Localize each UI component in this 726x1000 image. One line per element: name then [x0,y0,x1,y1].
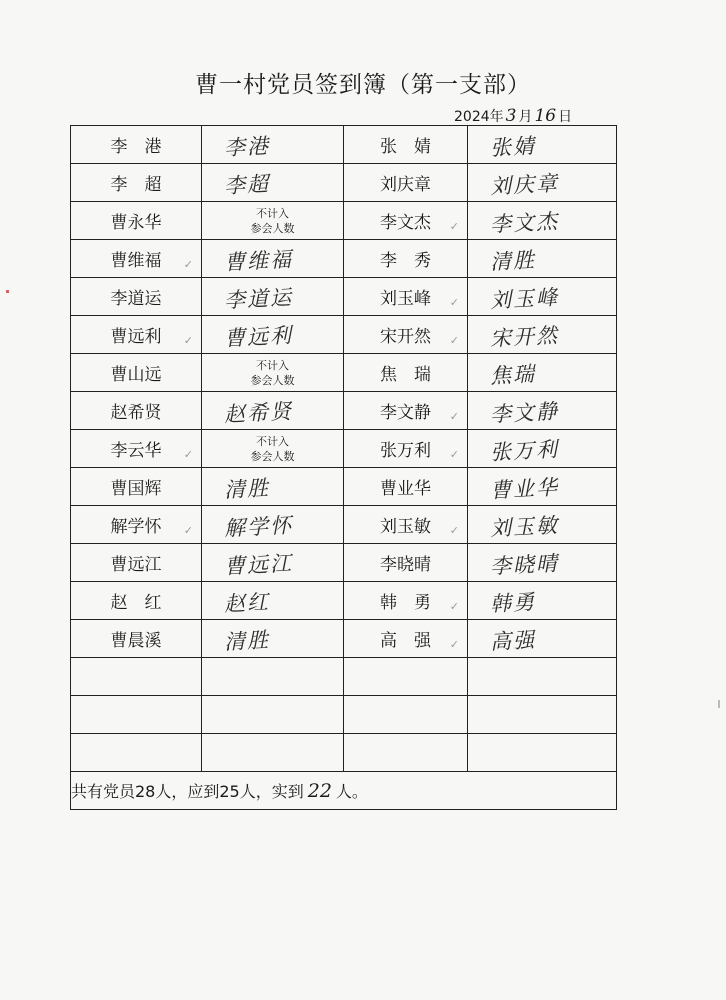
signature-cell [202,734,344,772]
handwritten-signature: 李文杰 [489,209,560,237]
signature-cell [202,392,344,430]
date-year: 2024年 [454,109,504,125]
handwritten-signature: 赵希贤 [223,399,294,427]
member-name: 焦 瑞 [380,365,431,385]
exclusion-note: 不计入 参会人数 [250,206,295,235]
check-mark-icon: ✓ [183,258,193,271]
check-mark-icon: ✓ [449,220,459,233]
member-name: 曹维福 [110,251,162,271]
check-mark-icon: ✓ [449,334,459,347]
table-row [71,544,617,582]
member-name: 曹远利 [110,327,162,347]
member-name-cell [344,164,468,202]
member-name-cell [71,278,202,316]
signature-cell [202,582,344,620]
handwritten-signature: 清胜 [489,247,537,275]
signature-cell [202,620,344,658]
member-name: 宋开然 [380,327,431,347]
signature-cell [468,202,617,240]
member-name-cell [344,278,468,316]
member-name-cell [71,392,202,430]
member-name-cell [71,658,202,696]
member-name-cell [71,544,202,582]
member-name-cell [344,392,468,430]
table-row [71,164,617,202]
signature-cell [468,164,617,202]
check-mark-icon: ✓ [449,600,459,613]
handwritten-signature: 曹维福 [223,247,294,275]
signature-cell [468,468,617,506]
signature-cell [202,544,344,582]
member-name-cell [71,354,202,392]
handwritten-signature: 刘庆章 [489,171,560,199]
signature-cell [468,354,617,392]
member-name-cell [71,126,202,164]
handwritten-signature: 曹远利 [223,323,294,351]
member-name: 刘庆章 [380,175,431,195]
table-row [71,582,617,620]
member-name-cell [71,696,202,734]
handwritten-signature: 李超 [223,171,271,199]
member-name: 韩 勇 [380,593,431,613]
member-name-cell [71,506,202,544]
member-name-cell [344,582,468,620]
member-name-cell [71,202,202,240]
table-row [71,392,617,430]
signature-cell [468,316,617,354]
signature-cell [468,240,617,278]
member-name-cell [344,620,468,658]
signature-cell [468,734,617,772]
signature-cell [202,126,344,164]
member-name-cell [71,430,202,468]
check-mark-icon: ✓ [183,448,193,461]
member-name-cell [71,582,202,620]
member-name: 李文静 [380,403,431,423]
member-name-cell [344,506,468,544]
signature-cell [468,506,617,544]
signature-cell [202,316,344,354]
table-row [71,240,617,278]
date-day: 16 [534,106,557,126]
member-name-cell [344,734,468,772]
member-name: 高 强 [380,631,431,651]
signature-cell [468,392,617,430]
handwritten-signature: 解学怀 [223,513,294,541]
member-name: 李 超 [110,175,162,195]
page-title: 曹一村党员签到簿（第一支部） [195,72,531,98]
member-name: 曹国辉 [110,479,162,499]
member-name-cell [344,240,468,278]
check-mark-icon: ✓ [449,638,459,651]
signature-cell [468,430,617,468]
member-name: 李道运 [110,289,162,309]
signature-cell [468,620,617,658]
table-row [71,316,617,354]
exclusion-note: 不计入 参会人数 [250,434,295,463]
member-name: 曹业华 [380,479,431,499]
member-name: 解学怀 [110,517,162,537]
member-name-cell [71,734,202,772]
signature-cell [468,582,617,620]
table-row [71,696,617,734]
check-mark-icon: ✓ [449,296,459,309]
handwritten-signature: 清胜 [223,475,271,503]
signature-cell [202,278,344,316]
date-day-unit: 日 [558,109,573,125]
table-row [71,506,617,544]
member-name-cell [344,430,468,468]
date-month-unit: 月 [518,109,533,125]
signature-cell [468,658,617,696]
member-name-cell [344,658,468,696]
check-mark-icon: ✓ [449,410,459,423]
handwritten-signature: 焦瑞 [489,361,537,389]
check-mark-icon: ✓ [449,524,459,537]
signature-cell [202,468,344,506]
member-name: 刘玉峰 [380,289,431,309]
handwritten-signature: 张万利 [489,437,560,465]
handwritten-signature: 李港 [223,133,271,161]
member-name-cell [71,164,202,202]
member-name-cell [71,620,202,658]
signature-cell [468,278,617,316]
table-row [71,734,617,772]
handwritten-signature: 刘玉峰 [489,285,560,313]
handwritten-signature: 李文静 [489,399,560,427]
member-name: 赵希贤 [110,403,162,423]
member-name: 曹山远 [110,365,162,385]
member-name-cell [344,468,468,506]
check-mark-icon: ✓ [183,334,193,347]
member-name: 曹永华 [110,213,162,233]
signature-cell [202,506,344,544]
signature-cell [202,658,344,696]
signature-cell [202,164,344,202]
member-name: 李晓晴 [380,555,431,575]
summary-prefix: 共有党员28人，应到25人，实到 [71,782,304,801]
scan-mark [6,290,9,293]
signature-cell [202,240,344,278]
member-name-cell [71,468,202,506]
summary-suffix: 人。 [335,782,368,801]
table-row [71,202,617,240]
table-row [71,468,617,506]
sign-in-table [70,125,617,810]
member-name: 刘玉敏 [380,517,431,537]
member-name-cell [344,126,468,164]
handwritten-signature: 宋开然 [489,323,560,351]
table-row [71,658,617,696]
member-name-cell [344,316,468,354]
table-row [71,278,617,316]
signature-cell [202,430,344,468]
sign-date [454,106,572,126]
attendance-summary [71,772,617,810]
sign-in-rows [71,126,617,772]
member-name: 李 港 [110,137,162,157]
scan-mark [718,700,720,708]
member-name-cell [71,240,202,278]
signature-cell [202,202,344,240]
member-name: 曹远江 [110,555,162,575]
signature-cell [468,696,617,734]
member-name: 张 婧 [380,137,431,157]
handwritten-signature: 韩勇 [489,589,537,617]
handwritten-signature: 曹远江 [223,551,294,579]
member-name-cell [344,544,468,582]
handwritten-signature: 高强 [489,627,537,655]
member-name-cell [344,696,468,734]
handwritten-signature: 赵红 [223,589,271,617]
member-name-cell [71,316,202,354]
date-month: 3 [505,106,517,126]
table-row [71,354,617,392]
check-mark-icon: ✓ [183,524,193,537]
member-name-cell [344,354,468,392]
table-row [71,126,617,164]
handwritten-signature: 李晓晴 [489,551,560,579]
table-row [71,620,617,658]
table-row [71,430,617,468]
member-name: 张万利 [380,441,431,461]
member-name: 赵 红 [110,593,162,613]
check-mark-icon: ✓ [449,448,459,461]
member-name: 李文杰 [380,213,431,233]
summary-actual-count: 22 [307,780,332,802]
signature-cell [468,544,617,582]
handwritten-signature: 李道运 [223,285,294,313]
signature-cell [468,126,617,164]
summary-row [71,772,617,810]
exclusion-note: 不计入 参会人数 [250,358,295,387]
member-name: 李云华 [110,441,162,461]
member-name: 曹晨溪 [110,631,162,651]
handwritten-signature: 清胜 [223,627,271,655]
signature-cell [202,354,344,392]
handwritten-signature: 刘玉敏 [489,513,560,541]
handwritten-signature: 曹业华 [489,475,560,503]
signature-cell [202,696,344,734]
handwritten-signature: 张婧 [489,133,537,161]
member-name: 李 秀 [380,251,431,271]
member-name-cell [344,202,468,240]
